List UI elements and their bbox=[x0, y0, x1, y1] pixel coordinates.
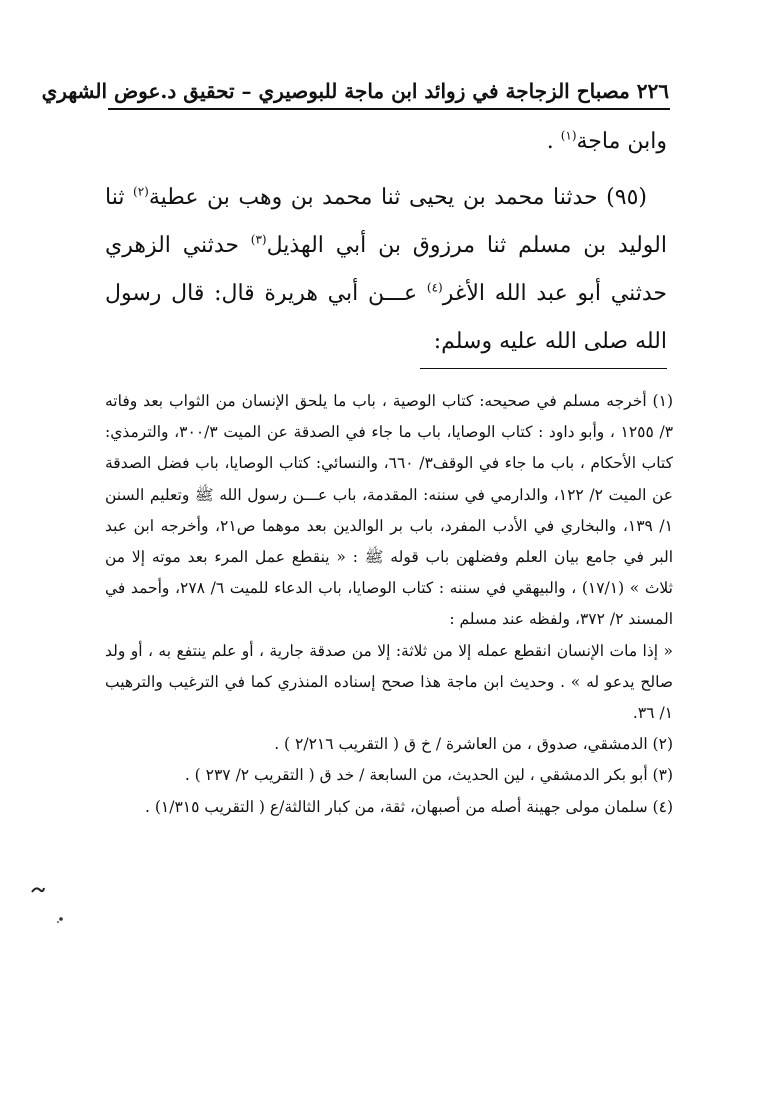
intro-end: . bbox=[546, 129, 561, 154]
footnote-ref-2: (٢) bbox=[133, 184, 149, 199]
footnote-4: (٤) سلمان مولى جهينة أصله من أصبهان، ثقة، من كبار الثالثة/ع ( التقريب ١/٣١٥) . bbox=[145, 797, 673, 816]
hadith-isnad-part: (٩٥) حدثنا محمد بن يحيى ثنا محمد بن وهب بن عطية bbox=[148, 185, 647, 210]
ink-dot bbox=[56, 914, 66, 924]
intro-text: وابن ماجة bbox=[576, 129, 667, 154]
footnote-1-quote: « إذا مات الإنسان انقطع عمله إلا من ثلاثة: إلا من صدقة جارية ، أو علم ينتفع به ، أو ولد صالح يدعو له » . وحديث ابن ماجة هذا صحح إسناده المنذري كما في الترغيب والترهيب ١/ ٣٦. bbox=[105, 641, 673, 723]
footnote-ref-4: (٤) bbox=[426, 280, 443, 295]
footnote-3: (٣) أبو بكر الدمشقي ، لين الحديث، من السابعة / خد ق ( التقريب ٢/ ٢٣٧ ) . bbox=[184, 766, 673, 785]
hadith-isnad-part: عـــن أبي هريرة قال: قال رسول الله صلى الله عليه وسلم: bbox=[105, 281, 667, 354]
header-divider bbox=[108, 108, 670, 110]
page-header: ٢٢٦ مصباح الزجاجة في زوائد ابن ماجة للبوصيري – تحقيق د.عوض الشهري bbox=[41, 79, 669, 103]
footnote-2: (٢) الدمشقي، صدوق ، من العاشرة / خ ق ( التقريب ٢/٢١٦ ) . bbox=[274, 735, 673, 754]
footnote-ref-3: (٣) bbox=[250, 232, 267, 247]
ink-mark bbox=[30, 884, 46, 898]
intro-line bbox=[105, 118, 667, 166]
footnote-1: (١) أخرجه مسلم في صحيحه: كتاب الوصية ، باب ما يلحق الإنسان من الثواب بعد وفاته ٣/ ١٢٥٥ ، وأبو داود : كتاب الوصايا، باب ما جاء في الصدقة عن الميت ٣٠٠/٣، والترمذي: كتاب الأحكام ، باب ما جاء في الوقف٣/ ٦٦٠، والنسائي: كتاب الوصايا، باب فضل الصدقة عن الميت ٢/ ١٢٢، والدارمي في سننه: المقدمة، باب عـــن رسول الله ﷺ وتعليم السنن ١/ ١٣٩، والبخاري في الأدب المفرد، باب بر الوالدين بعد موهما ص٢١، وأخرجه ابن عبد البر في جامع بيان العلم وفضلهن باب قوله ﷺ : « ينقطع عمل المرء بعد موته إلا من ثلاث » (١٧/١) ، والبيهقي في سننه : كتاب الوصايا، باب الدعاء للميت ٦/ ٢٧٨، وأحمد في المسند ٢/ ٣٧٢، ولفظه عند مسلم : bbox=[105, 392, 674, 629]
main-text bbox=[105, 118, 667, 366]
footnote-ref-1: (١) bbox=[560, 128, 577, 143]
hadith-isnad-part: حدثني الزهري حدثني أبو عبد الله الأغر bbox=[105, 233, 667, 306]
footnotes bbox=[105, 386, 673, 823]
hadith-95 bbox=[105, 174, 667, 366]
footnote-divider bbox=[420, 368, 667, 369]
hadith-isnad-part: ثنا الوليد بن مسلم ثنا مرزوق بن أبي الهذيل bbox=[105, 185, 667, 258]
